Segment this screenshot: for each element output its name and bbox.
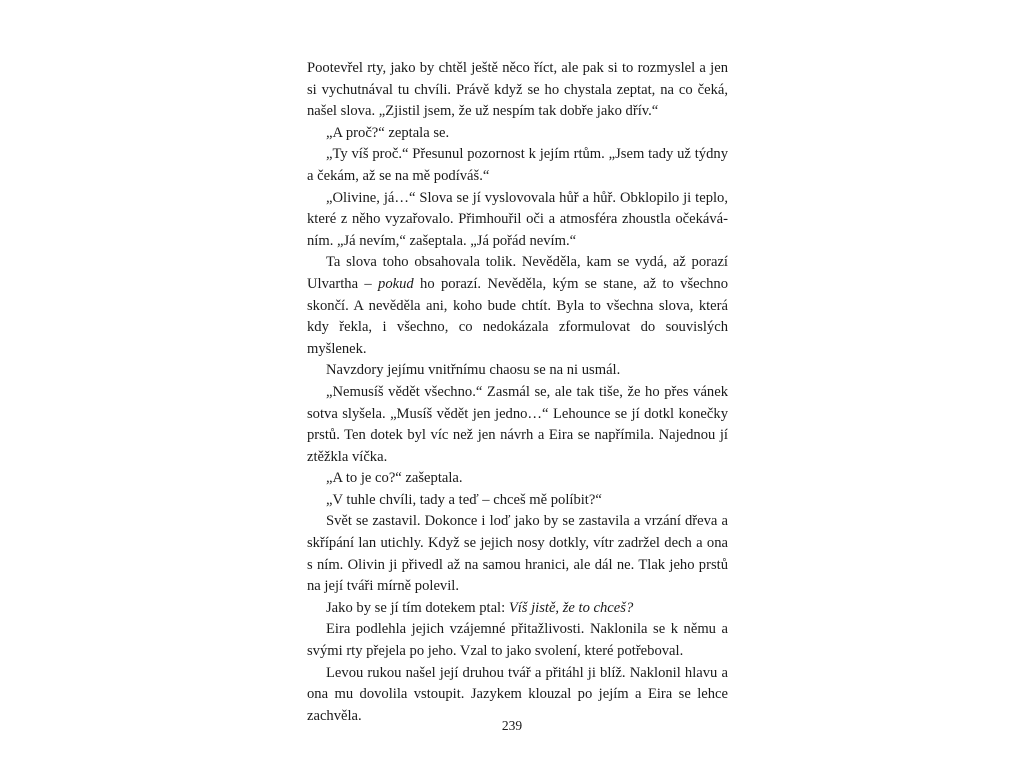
paragraph [307,123,728,145]
paragraph-text: Eira podlehla jejich vzájemné přitažlivosti. Naklonila se k němu a svými rty přejela po jeho. Vzal to jako svolení, které potřeboval. [307,621,728,660]
paragraph [307,144,728,187]
paragraph [307,360,728,382]
paragraph [307,252,728,360]
paragraph [307,468,728,490]
paragraph [307,619,728,662]
paragraph-text: „Nemusíš vědět všechno.“ Zasmál se, ale tak tiše, že ho přes vánek sotva slyšela. „Musíš vědět jen jedno…“ Lehounce se jí dotkl konečky prstů. Ten dotek byl víc než jen návrh a Eira se napřímila. Najednou jí ztěžkla víčka. [307,383,728,465]
paragraph-text: „V tuhle chvíli, tady a teď – chceš mě políbit?“ [326,491,602,508]
paragraph [307,188,728,253]
paragraph-text: Pootevřel rty, jako by chtěl ještě něco říct, ale pak si to rozmyslel a jen si vychutnával tu chvíli. Právě když se ho chystala zeptat, na co čeká, našel slova. „Zjistil jsem, že už nespím tak dobře jako dřív.“ [307,60,728,120]
paragraph [307,490,728,512]
italic-text: Víš jistě, že to chceš? [508,599,634,616]
paragraph-text: Ta slova toho obsahovala tolik. Nevěděla, kam se vydá, až porazí Ulvartha – [307,254,728,292]
paragraph-text: Svět se zastavil. Dokonce i loď jako by se zastavila a vrzání dřeva a skřípání lan utichly. Když se jejich nosy dotkly, vítr zadržel dech a ona s ním. Olivin ji přivedl až na samou hranici, ale dál ne. Tlak jeho prstů na její tváři mírně polevil. [307,513,728,595]
paragraph-text: „Olivine, já…“ Slova se jí vyslovovala hůř a hůř. Obklopilo ji teplo, které z něho vyzařovalo. Přimhouřil oči a atmosféra zhoustla očekáváním. „Já nevím,“ zašeptala. „Já pořád nevím.“ [307,189,728,249]
page-number: 239 [501,718,523,733]
paragraph-text: Levou rukou našel její druhou tvář a přitáhl ji blíž. Naklonil hlavu a ona mu dovolila vstoupit. Jazykem klouzal po jejím a Eira se lehce zachvěla. [307,664,728,724]
paragraph-text: ho porazí. Nevěděla, kým se stane, až to všechno skončí. A nevěděla ani, koho bude chtít. Byla to všechna slova, která kdy řekla, i všechno, co nedokázala zformulovat do souvislých myšlenek. [307,275,729,357]
paragraph [307,511,728,597]
page-body-text [307,58,728,727]
italic-text: pokud [378,275,414,292]
paragraph-text: Jako by se jí tím dotekem ptal: [326,599,509,616]
paragraph [307,58,728,123]
paragraph-text: „Ty víš proč.“ Přesunul pozornost k jejím rtům. „Jsem tady už týdny a čekám, až se na mě podíváš.“ [307,146,728,184]
paragraph-text: „A to je co?“ zašeptala. [326,470,463,487]
paragraph-text: „A proč?“ zeptala se. [326,124,450,141]
paragraph-text: Navzdory jejímu vnitřnímu chaosu se na ni usmál. [326,362,621,379]
paragraph [307,598,728,620]
paragraph [307,382,728,468]
